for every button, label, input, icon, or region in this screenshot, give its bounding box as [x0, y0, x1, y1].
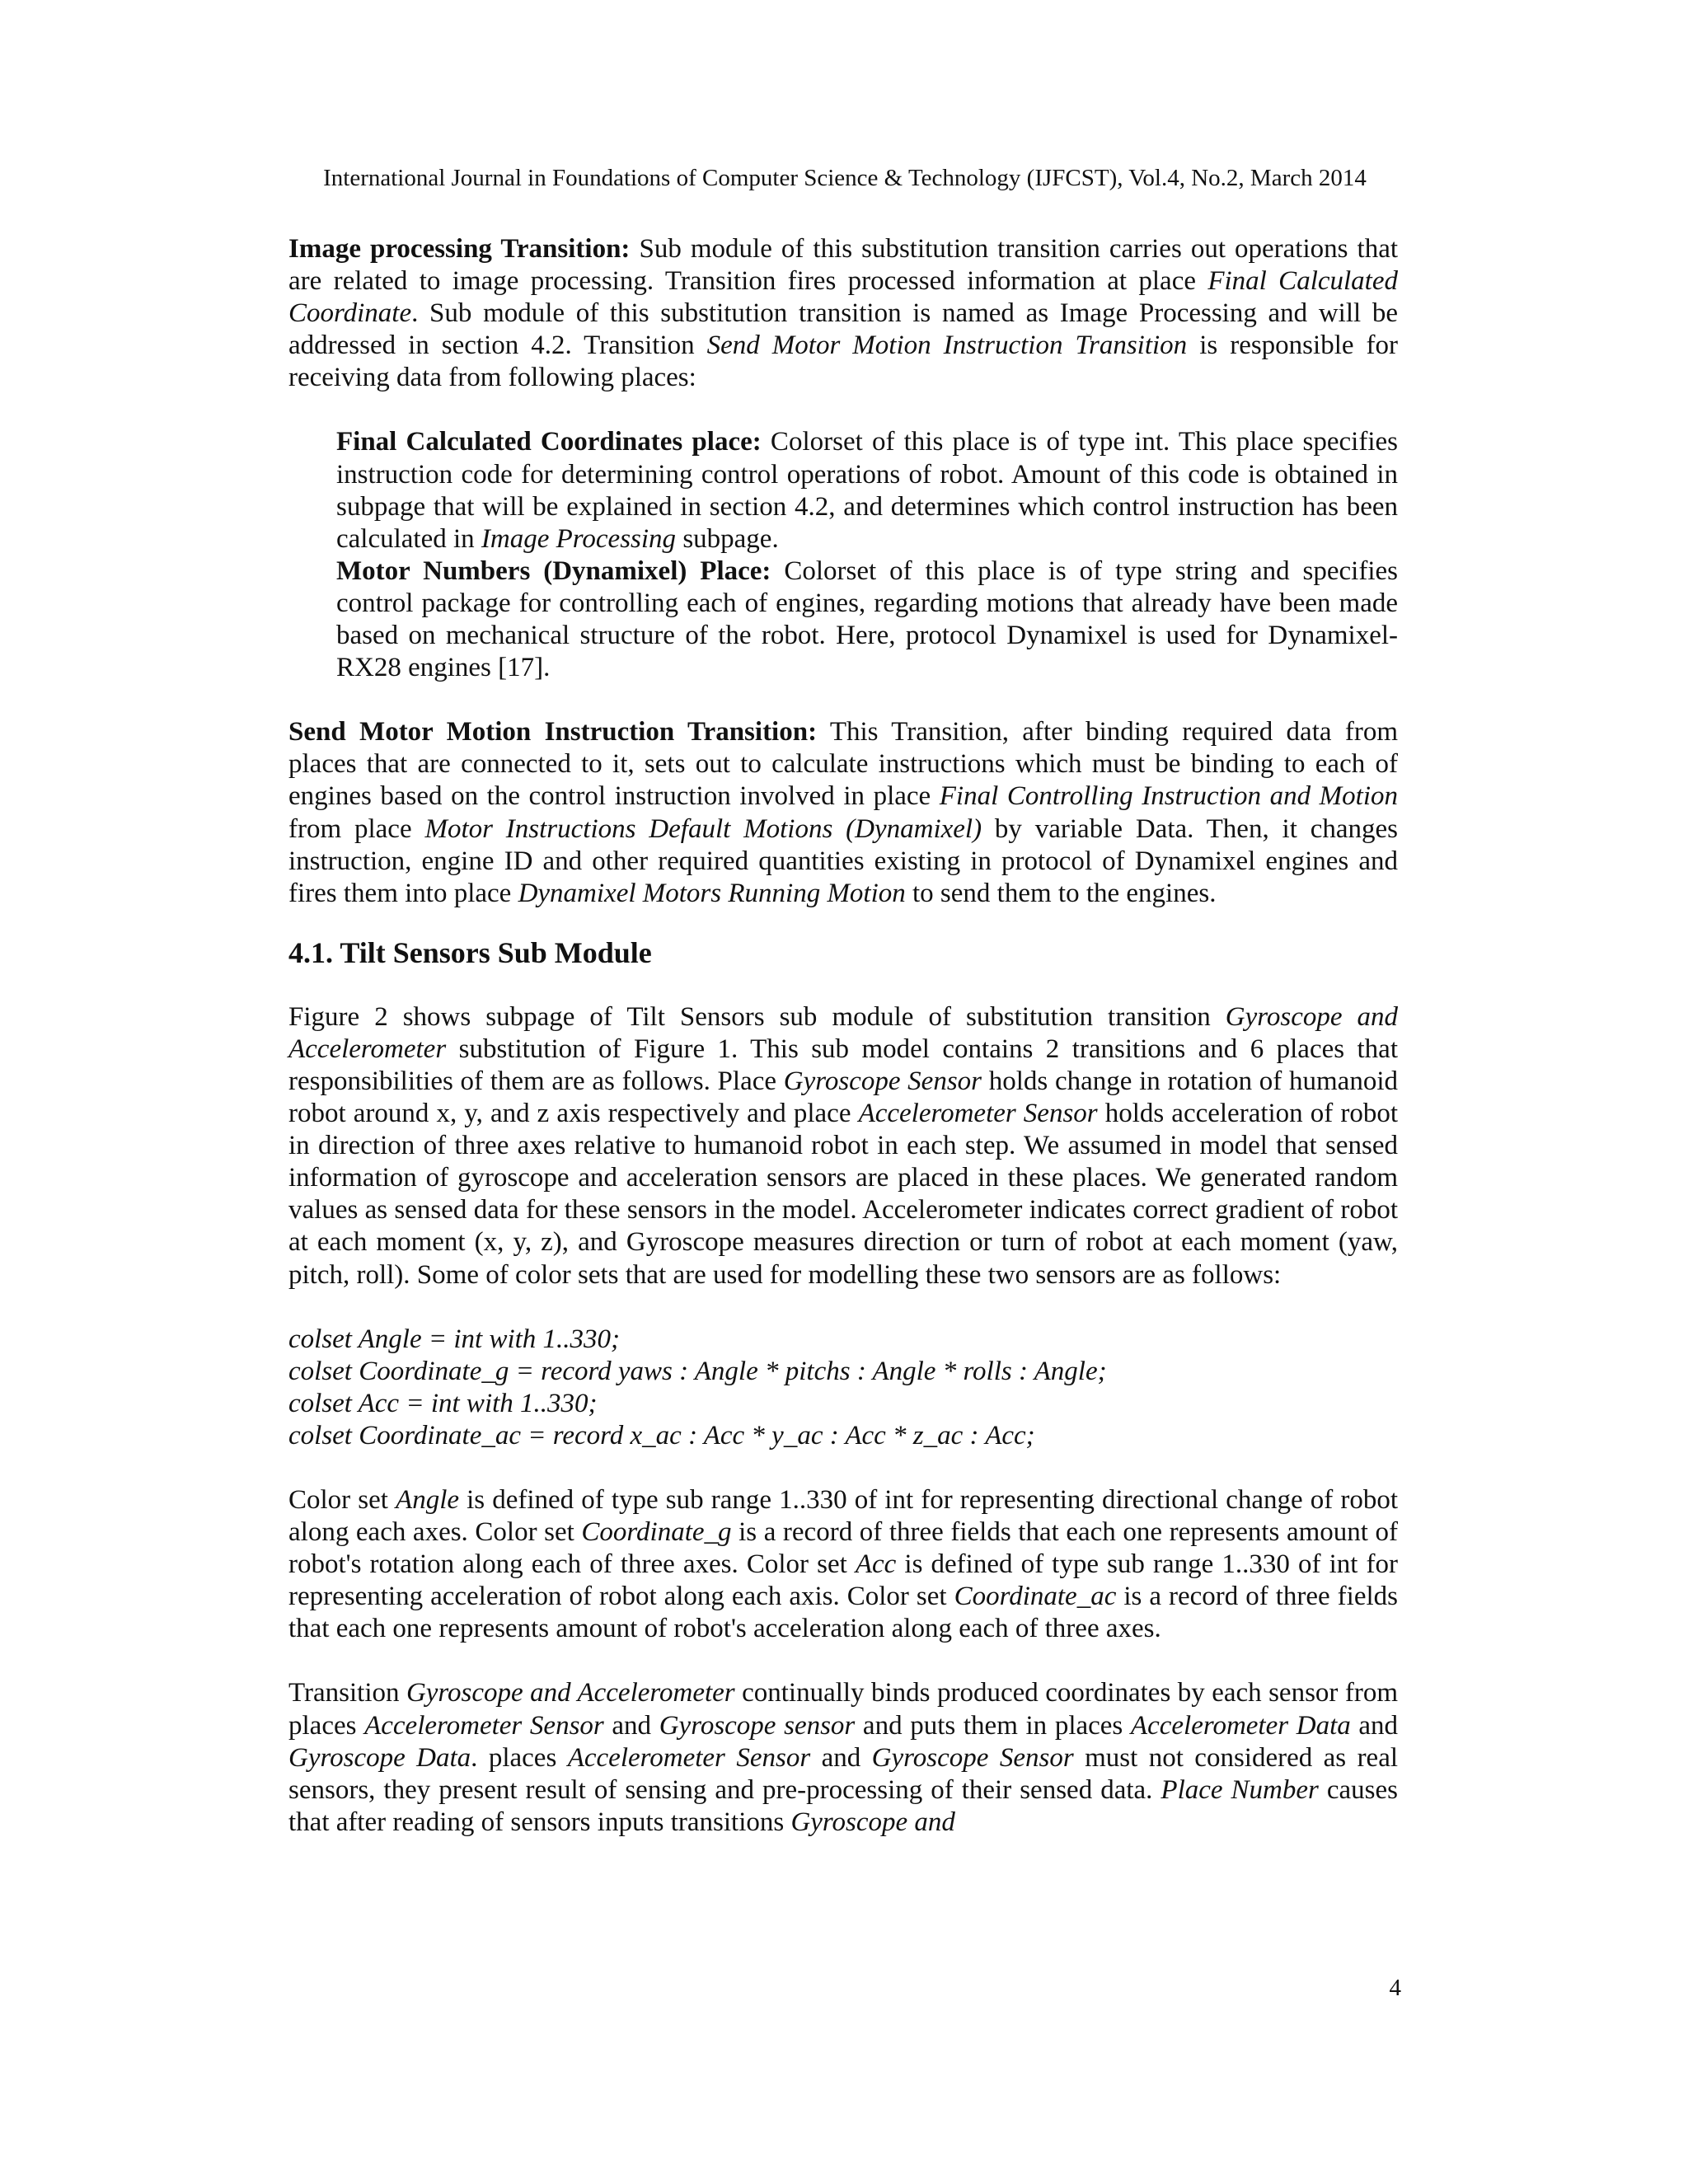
text-run: is defined of type sub range 1..330 of int for representing acceleration of robot along each axis. Color set — [288, 1549, 1398, 1612]
text-run: and — [1350, 1710, 1399, 1741]
term-bold: Image processing Transition: — [288, 234, 631, 264]
italic-run: Accelerometer Data — [1130, 1710, 1351, 1741]
code-line: colset Coordinate_ac = record x_ac : Acc * y_ac : Acc * z_ac : Acc; — [288, 1420, 1035, 1451]
paragraph-gap — [288, 1291, 1398, 1324]
paragraph-motor-numbers — [336, 555, 1398, 684]
italic-run: Gyroscope and Accelerometer — [288, 1001, 1399, 1064]
text-run: by variable Data. Then, it changes instruction, engine ID and other required quantities existing in protocol of Dynamixel engines and fires them into place — [288, 813, 1398, 908]
italic-run: Gyroscope Data — [288, 1742, 471, 1773]
italic-run: Coordinate_ac — [954, 1582, 1117, 1612]
text-run: Sub module of this substitution transition carries out operations that are related to image processing. Transition fires processed information at place — [288, 234, 1399, 297]
italic-run: Motor Instructions Default Motions (Dynamixel) — [424, 813, 982, 844]
text-run: subpage. — [676, 523, 779, 554]
italic-run: Final Controlling Instruction and Motion — [939, 781, 1398, 812]
italic-run: Gyroscope Sensor — [871, 1742, 1074, 1773]
text-run: and — [603, 1710, 659, 1741]
text-run: is defined of type sub range 1..330 of int for representing directional change of robot along each axes. Color set — [288, 1485, 1398, 1548]
italic-run: Send Motor Motion Instruction Transition — [706, 330, 1188, 361]
text-run: and puts them in places — [855, 1710, 1131, 1741]
running-header: International Journal in Foundations of Computer Science & Technology (IJFCST), Vol.4, No.2, March 2014 — [323, 165, 1367, 191]
italic-run: Accelerometer Sensor — [364, 1710, 604, 1741]
text-run: is responsible for receiving data from following places: — [288, 330, 1398, 393]
text-run: and — [810, 1742, 872, 1773]
paragraph-gap — [288, 684, 1398, 716]
italic-run: Final Calculated Coordinate — [288, 266, 1398, 329]
heading-gap — [288, 971, 1398, 1001]
text-run: Figure 2 shows subpage of Tilt Sensors sub module of substitution transition — [288, 1001, 1226, 1032]
text-run: . Sub module of this substitution transition is named as Image Processing and will be addressed in section 4.2. Transition — [288, 298, 1398, 361]
paragraph-send-motor-motion — [288, 716, 1398, 910]
text-run: must not considered as real sensors, they present result of sensing and pre-processing of their sensed data. — [288, 1742, 1399, 1805]
text-run: is a record of three fields that each one represents amount of robot's acceleration along each of three axes. — [288, 1582, 1398, 1644]
places-list — [288, 426, 1398, 684]
italic-run: Accelerometer Sensor — [858, 1099, 1098, 1129]
italic-run: Gyroscope and Accelerometer — [406, 1678, 735, 1708]
paragraph-final-calculated-coordinates — [336, 426, 1398, 555]
text-run: . places — [471, 1742, 568, 1773]
paragraph-gap — [288, 1452, 1398, 1484]
italic-run: Acc — [855, 1549, 897, 1580]
text-run: causes that after reading of sensors inputs transitions — [288, 1774, 1398, 1837]
text-run: Color set — [288, 1485, 396, 1515]
italic-run: Gyroscope and — [790, 1807, 955, 1837]
term-bold: Send Motor Motion Instruction Transition: — [288, 717, 818, 748]
heading-gap — [288, 910, 1398, 935]
italic-run: Accelerometer Sensor — [567, 1742, 811, 1773]
colset-code-block — [288, 1324, 1398, 1452]
italic-run: Coordinate_g — [581, 1517, 732, 1548]
paragraph-gyroscope-transition — [288, 1677, 1398, 1838]
text-run: substitution of Figure 1. This sub model contains 2 transitions and 6 places that responsibilities of them are as follows. Place — [288, 1033, 1398, 1096]
italic-run: Dynamixel Motors Running Motion — [518, 878, 906, 908]
code-line: colset Coordinate_g = record yaws : Angle * pitchs : Angle * rolls : Angle; — [288, 1356, 1107, 1386]
italic-run: Place Number — [1160, 1774, 1319, 1805]
term-bold: Final Calculated Coordinates place: — [336, 427, 762, 457]
text-run: holds acceleration of robot in direction of three axes relative to humanoid robot in each step. We assumed in model that sensed information of gyroscope and acceleration sensors are placed in these places. We generated random values as sensed data for these sensors in the model. Accelerometer indicates correct gradient of robot at each moment (x, y, z), and Gyroscope measures direction or turn of robot at each moment (yaw, pitch, roll). Some of color sets that are used for modelling these two sensors are as follows: — [288, 1099, 1398, 1290]
term-bold: Motor Numbers (Dynamixel) Place: — [336, 555, 771, 586]
code-line: colset Acc = int with 1..330; — [288, 1388, 598, 1418]
section-heading: 4.1. Tilt Sensors Sub Module — [288, 935, 652, 969]
text-run: Colorset of this place is of type int. This place specifies instruction code for determining control operations of robot. Amount of this code is obtained in subpage that will be explained in section 4.2, and determines which control instruction has been calculated in — [336, 427, 1398, 554]
italic-run: Gyroscope sensor — [659, 1710, 856, 1741]
italic-run: Gyroscope Sensor — [783, 1066, 982, 1096]
text-run: This Transition, after binding required data from places that are connected to it, sets out to calculate instructions which must be binding to each of engines based on the control instruction involved in place — [288, 717, 1398, 812]
italic-run: Angle — [396, 1485, 460, 1515]
text-run: Transition — [288, 1678, 406, 1708]
text-run: holds change in rotation of humanoid robot around x, y, and z axis respectively and place — [288, 1066, 1398, 1129]
italic-run: Image Processing — [481, 523, 677, 554]
text-run: is a record of three fields that each one represents amount of robot's rotation along each of three axes. Color set — [288, 1517, 1399, 1580]
text-run: from place — [288, 813, 425, 844]
page-number: 4 — [1389, 1975, 1401, 2001]
text-run: Colorset of this place is of type string and specifies control package for controlling each of engines, regarding motions that already have been made based on mechanical structure of the robot. Here, protocol Dynamixel is used for Dynamixel-RX28 engines [17]. — [336, 555, 1398, 683]
text-run: to send them to the engines. — [905, 878, 1217, 908]
code-line: colset Angle = int with 1..330; — [288, 1324, 621, 1354]
paragraph-color-sets — [288, 1484, 1398, 1645]
page-body — [288, 233, 1398, 1839]
paragraph-gap — [288, 394, 1398, 426]
paragraph-tilt-sensors — [288, 1001, 1398, 1291]
paragraph-image-processing — [288, 233, 1398, 394]
paragraph-gap — [288, 1645, 1398, 1677]
text-run: continually binds produced coordinates by each sensor from places — [288, 1678, 1398, 1741]
